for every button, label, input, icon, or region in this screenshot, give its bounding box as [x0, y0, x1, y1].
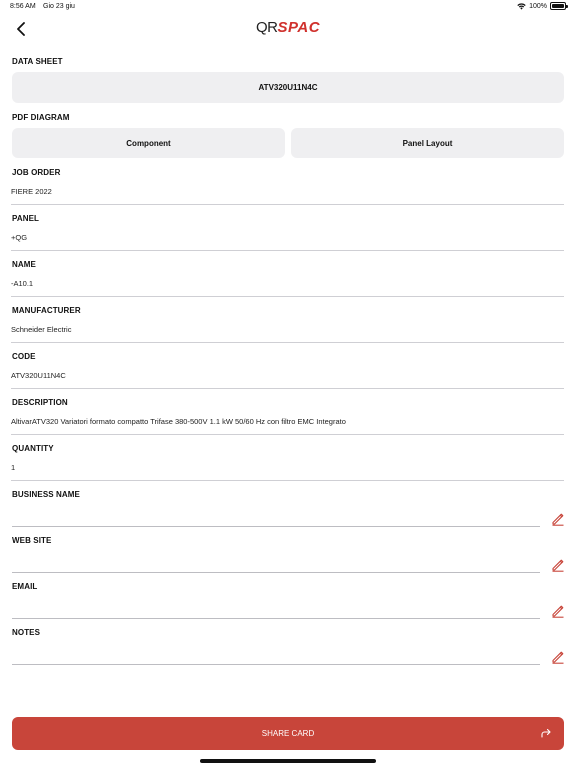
manufacturer-label: MANUFACTURER	[12, 306, 81, 315]
share-arrow-icon	[540, 727, 552, 739]
divider	[11, 434, 564, 435]
web-site-label: WEB SITE	[12, 536, 52, 545]
email-underline	[12, 618, 540, 619]
wifi-icon	[517, 3, 526, 10]
panel-layout-button[interactable]: Panel Layout	[291, 128, 564, 158]
divider	[11, 204, 564, 205]
status-time: 8:56 AM	[10, 3, 36, 10]
divider	[11, 388, 564, 389]
logo-qr: QR	[255, 19, 278, 36]
pencil-icon[interactable]	[551, 512, 565, 526]
quantity-label: QUANTITY	[12, 444, 54, 453]
status-bar	[0, 0, 576, 14]
status-date: Gio 23 giu	[43, 3, 75, 10]
share-card-label: SHARE CARD	[261, 729, 315, 738]
share-card-button[interactable]	[12, 717, 564, 750]
job-order-value: FIERE 2022	[11, 187, 52, 196]
name-value: -A10.1	[11, 279, 34, 288]
pencil-icon[interactable]	[551, 650, 565, 664]
pencil-icon[interactable]	[551, 604, 565, 618]
quantity-value: 1	[11, 463, 16, 472]
nav-bar	[0, 14, 576, 44]
logo-spac: SPAC	[277, 19, 321, 36]
code-label: CODE	[12, 352, 36, 361]
divider	[11, 250, 564, 251]
business-name-underline	[12, 526, 540, 527]
pencil-icon[interactable]	[551, 558, 565, 572]
code-value: ATV320U11N4C	[11, 371, 66, 380]
notes-label: NOTES	[12, 628, 41, 637]
component-button[interactable]: Component	[12, 128, 285, 158]
web-site-underline	[12, 572, 540, 573]
name-label: NAME	[12, 260, 36, 269]
manufacturer-value: Schneider Electric	[11, 325, 72, 334]
battery-percent: 100%	[529, 2, 547, 10]
email-label: EMAIL	[12, 582, 38, 591]
job-order-label: JOB ORDER	[12, 168, 61, 177]
divider	[11, 480, 564, 481]
battery-icon	[550, 2, 566, 10]
app-logo	[0, 19, 576, 36]
pdf-diagram-label: PDF DIAGRAM	[12, 113, 70, 122]
description-value: AltivarATV320 Variatori formato compatto Trifase 380-500V 1.1 kW 50/60 Hz con filtro EMC Integrato	[11, 417, 346, 426]
notes-underline	[12, 664, 540, 665]
home-indicator	[200, 759, 376, 763]
data-sheet-button[interactable]: ATV320U11N4C	[12, 72, 564, 103]
business-name-label: BUSINESS NAME	[12, 490, 80, 499]
panel-label: PANEL	[12, 214, 40, 223]
divider	[11, 296, 564, 297]
divider	[11, 342, 564, 343]
description-label: DESCRIPTION	[12, 398, 68, 407]
data-sheet-label: DATA SHEET	[12, 57, 63, 66]
panel-value: +QG	[11, 233, 28, 242]
status-right	[517, 2, 566, 10]
